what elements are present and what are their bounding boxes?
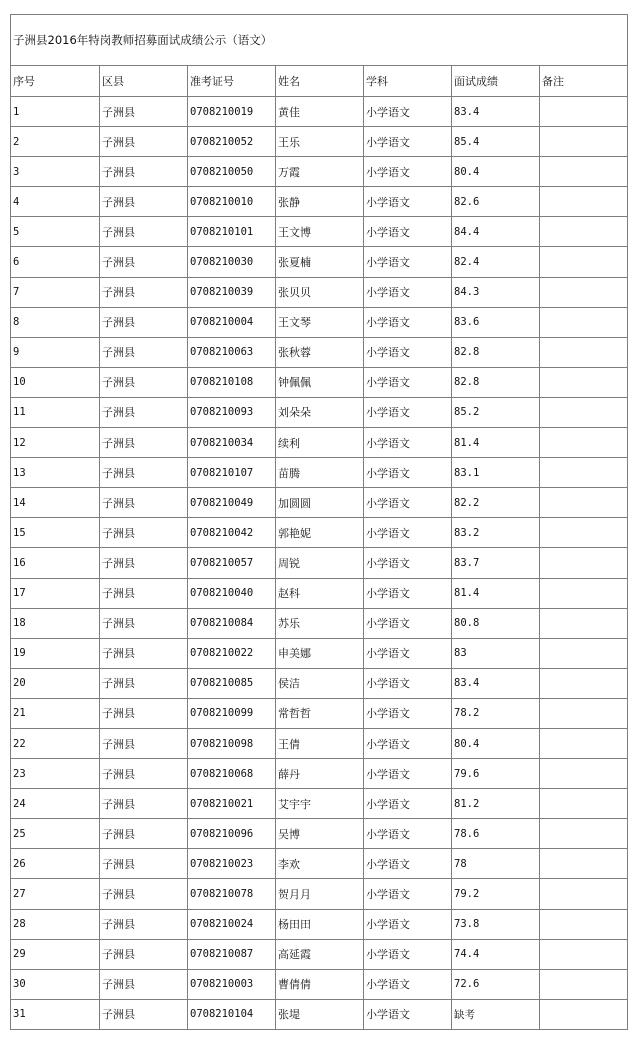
cell-name: 万霞 [276, 157, 364, 187]
table-row [11, 939, 628, 969]
cell-note [540, 849, 628, 879]
cell-subject: 小学语文 [364, 578, 452, 608]
cell-note [540, 488, 628, 518]
cell-county: 子洲县 [100, 969, 188, 999]
cell-seq: 28 [11, 909, 100, 939]
table-row [11, 638, 628, 668]
cell-note [540, 939, 628, 969]
cell-county: 子洲县 [100, 307, 188, 337]
table-row [11, 819, 628, 849]
cell-ticket: 0708210068 [188, 759, 276, 789]
cell-county: 子洲县 [100, 548, 188, 578]
table-row [11, 277, 628, 307]
cell-subject: 小学语文 [364, 819, 452, 849]
table-row [11, 759, 628, 789]
cell-subject: 小学语文 [364, 397, 452, 427]
table-row [11, 909, 628, 939]
cell-note [540, 187, 628, 217]
cell-county: 子洲县 [100, 698, 188, 728]
cell-seq: 27 [11, 879, 100, 909]
cell-score: 84.4 [452, 217, 540, 247]
table-body [11, 97, 628, 1030]
cell-note [540, 428, 628, 458]
cell-seq: 7 [11, 277, 100, 307]
cell-score: 83.1 [452, 458, 540, 488]
header-cell: 姓名 [276, 66, 364, 97]
cell-note [540, 608, 628, 638]
title-row [11, 15, 628, 66]
cell-note [540, 879, 628, 909]
cell-county: 子洲县 [100, 97, 188, 127]
cell-name: 申美娜 [276, 638, 364, 668]
cell-score: 缺考 [452, 999, 540, 1029]
cell-subject: 小学语文 [364, 367, 452, 397]
cell-subject: 小学语文 [364, 759, 452, 789]
cell-ticket: 0708210023 [188, 849, 276, 879]
cell-name: 刘朵朵 [276, 397, 364, 427]
cell-name: 苏乐 [276, 608, 364, 638]
cell-score: 81.4 [452, 428, 540, 458]
cell-county: 子洲县 [100, 939, 188, 969]
table-row [11, 488, 628, 518]
cell-score: 74.4 [452, 939, 540, 969]
cell-note [540, 367, 628, 397]
cell-note [540, 127, 628, 157]
cell-name: 赵科 [276, 578, 364, 608]
cell-score: 73.8 [452, 909, 540, 939]
cell-subject: 小学语文 [364, 608, 452, 638]
cell-county: 子洲县 [100, 277, 188, 307]
table-row [11, 337, 628, 367]
cell-ticket: 0708210087 [188, 939, 276, 969]
cell-county: 子洲县 [100, 518, 188, 548]
cell-note [540, 157, 628, 187]
cell-note [540, 307, 628, 337]
cell-seq: 24 [11, 789, 100, 819]
cell-subject: 小学语文 [364, 307, 452, 337]
cell-seq: 18 [11, 608, 100, 638]
cell-seq: 30 [11, 969, 100, 999]
cell-subject: 小学语文 [364, 548, 452, 578]
cell-ticket: 0708210052 [188, 127, 276, 157]
header-cell: 区县 [100, 66, 188, 97]
cell-note [540, 909, 628, 939]
cell-county: 子洲县 [100, 488, 188, 518]
cell-score: 82.8 [452, 367, 540, 397]
cell-name: 郭艳妮 [276, 518, 364, 548]
cell-ticket: 0708210107 [188, 458, 276, 488]
cell-note [540, 759, 628, 789]
cell-score: 78.6 [452, 819, 540, 849]
cell-seq: 20 [11, 668, 100, 698]
cell-county: 子洲县 [100, 668, 188, 698]
cell-subject: 小学语文 [364, 187, 452, 217]
cell-name: 王倩 [276, 728, 364, 758]
cell-name: 侯洁 [276, 668, 364, 698]
table-row [11, 157, 628, 187]
table-row [11, 698, 628, 728]
cell-county: 子洲县 [100, 247, 188, 277]
cell-seq: 25 [11, 819, 100, 849]
cell-ticket: 0708210099 [188, 698, 276, 728]
cell-county: 子洲县 [100, 578, 188, 608]
table-row [11, 458, 628, 488]
cell-ticket: 0708210096 [188, 819, 276, 849]
cell-seq: 19 [11, 638, 100, 668]
cell-note [540, 698, 628, 728]
cell-ticket: 0708210010 [188, 187, 276, 217]
cell-seq: 2 [11, 127, 100, 157]
cell-seq: 26 [11, 849, 100, 879]
cell-ticket: 0708210084 [188, 608, 276, 638]
cell-subject: 小学语文 [364, 698, 452, 728]
cell-score: 80.4 [452, 157, 540, 187]
cell-name: 钟佩佩 [276, 367, 364, 397]
cell-name: 吴博 [276, 819, 364, 849]
table-row [11, 728, 628, 758]
cell-seq: 13 [11, 458, 100, 488]
header-cell: 面试成绩 [452, 66, 540, 97]
cell-ticket: 0708210093 [188, 397, 276, 427]
cell-ticket: 0708210040 [188, 578, 276, 608]
cell-subject: 小学语文 [364, 909, 452, 939]
cell-note [540, 789, 628, 819]
cell-seq: 17 [11, 578, 100, 608]
cell-score: 83.4 [452, 668, 540, 698]
table-row [11, 97, 628, 127]
cell-seq: 9 [11, 337, 100, 367]
cell-subject: 小学语文 [364, 458, 452, 488]
cell-name: 艾宇宇 [276, 789, 364, 819]
cell-county: 子洲县 [100, 127, 188, 157]
cell-subject: 小学语文 [364, 969, 452, 999]
cell-seq: 14 [11, 488, 100, 518]
cell-note [540, 337, 628, 367]
cell-note [540, 999, 628, 1029]
cell-note [540, 969, 628, 999]
cell-county: 子洲县 [100, 999, 188, 1029]
cell-ticket: 0708210063 [188, 337, 276, 367]
table-row [11, 217, 628, 247]
cell-name: 张堤 [276, 999, 364, 1029]
cell-ticket: 0708210030 [188, 247, 276, 277]
cell-subject: 小学语文 [364, 849, 452, 879]
cell-score: 80.8 [452, 608, 540, 638]
cell-name: 王文博 [276, 217, 364, 247]
cell-name: 苗腾 [276, 458, 364, 488]
cell-score: 72.6 [452, 969, 540, 999]
table-row [11, 969, 628, 999]
cell-name: 张秋蓉 [276, 337, 364, 367]
cell-county: 子洲县 [100, 157, 188, 187]
table-row [11, 428, 628, 458]
header-row [11, 66, 628, 97]
cell-ticket: 0708210039 [188, 277, 276, 307]
table-row [11, 879, 628, 909]
cell-subject: 小学语文 [364, 97, 452, 127]
cell-county: 子洲县 [100, 187, 188, 217]
cell-seq: 29 [11, 939, 100, 969]
cell-note [540, 518, 628, 548]
cell-subject: 小学语文 [364, 789, 452, 819]
table-row [11, 397, 628, 427]
cell-note [540, 277, 628, 307]
cell-name: 高延霞 [276, 939, 364, 969]
cell-county: 子洲县 [100, 217, 188, 247]
cell-name: 张夏楠 [276, 247, 364, 277]
cell-ticket: 0708210019 [188, 97, 276, 127]
cell-ticket: 0708210108 [188, 367, 276, 397]
cell-ticket: 0708210078 [188, 879, 276, 909]
table-row [11, 518, 628, 548]
cell-score: 78 [452, 849, 540, 879]
cell-county: 子洲县 [100, 728, 188, 758]
cell-subject: 小学语文 [364, 217, 452, 247]
cell-name: 常哲哲 [276, 698, 364, 728]
cell-score: 81.2 [452, 789, 540, 819]
cell-county: 子洲县 [100, 879, 188, 909]
cell-name: 续利 [276, 428, 364, 458]
cell-seq: 6 [11, 247, 100, 277]
cell-score: 78.2 [452, 698, 540, 728]
cell-ticket: 0708210050 [188, 157, 276, 187]
table-row [11, 578, 628, 608]
cell-county: 子洲县 [100, 608, 188, 638]
cell-ticket: 0708210022 [188, 638, 276, 668]
cell-county: 子洲县 [100, 337, 188, 367]
cell-score: 83.6 [452, 307, 540, 337]
cell-score: 83.2 [452, 518, 540, 548]
cell-name: 薛丹 [276, 759, 364, 789]
cell-score: 85.2 [452, 397, 540, 427]
cell-subject: 小学语文 [364, 277, 452, 307]
table-row [11, 127, 628, 157]
cell-subject: 小学语文 [364, 999, 452, 1029]
table-row [11, 789, 628, 819]
cell-name: 张静 [276, 187, 364, 217]
cell-subject: 小学语文 [364, 518, 452, 548]
cell-ticket: 0708210085 [188, 668, 276, 698]
cell-name: 周锐 [276, 548, 364, 578]
cell-score: 82.4 [452, 247, 540, 277]
cell-subject: 小学语文 [364, 668, 452, 698]
cell-name: 加圆圆 [276, 488, 364, 518]
table-row [11, 247, 628, 277]
cell-seq: 3 [11, 157, 100, 187]
cell-subject: 小学语文 [364, 488, 452, 518]
cell-score: 83.7 [452, 548, 540, 578]
cell-ticket: 0708210034 [188, 428, 276, 458]
cell-name: 王乐 [276, 127, 364, 157]
header-cell: 学科 [364, 66, 452, 97]
cell-score: 85.4 [452, 127, 540, 157]
cell-ticket: 0708210021 [188, 789, 276, 819]
cell-seq: 31 [11, 999, 100, 1029]
cell-name: 王文琴 [276, 307, 364, 337]
cell-score: 84.3 [452, 277, 540, 307]
cell-note [540, 548, 628, 578]
cell-seq: 21 [11, 698, 100, 728]
cell-county: 子洲县 [100, 428, 188, 458]
cell-subject: 小学语文 [364, 247, 452, 277]
cell-score: 79.2 [452, 879, 540, 909]
cell-ticket: 0708210101 [188, 217, 276, 247]
cell-county: 子洲县 [100, 849, 188, 879]
cell-name: 张贝贝 [276, 277, 364, 307]
table-row [11, 187, 628, 217]
cell-score: 83 [452, 638, 540, 668]
cell-county: 子洲县 [100, 759, 188, 789]
cell-note [540, 668, 628, 698]
cell-score: 83.4 [452, 97, 540, 127]
cell-ticket: 0708210104 [188, 999, 276, 1029]
table-row [11, 548, 628, 578]
cell-note [540, 217, 628, 247]
cell-score: 81.4 [452, 578, 540, 608]
results-table [10, 14, 628, 1030]
cell-note [540, 397, 628, 427]
cell-subject: 小学语文 [364, 127, 452, 157]
cell-subject: 小学语文 [364, 939, 452, 969]
cell-ticket: 0708210003 [188, 969, 276, 999]
cell-county: 子洲县 [100, 638, 188, 668]
cell-county: 子洲县 [100, 789, 188, 819]
header-cell: 备注 [540, 66, 628, 97]
cell-score: 80.4 [452, 728, 540, 758]
cell-note [540, 728, 628, 758]
cell-ticket: 0708210042 [188, 518, 276, 548]
cell-seq: 16 [11, 548, 100, 578]
cell-county: 子洲县 [100, 397, 188, 427]
cell-county: 子洲县 [100, 367, 188, 397]
cell-county: 子洲县 [100, 819, 188, 849]
table-title: 子洲县2016年特岗教师招募面试成绩公示（语文） [11, 15, 628, 66]
header-cell: 准考证号 [188, 66, 276, 97]
cell-subject: 小学语文 [364, 638, 452, 668]
cell-score: 82.6 [452, 187, 540, 217]
cell-score: 79.6 [452, 759, 540, 789]
cell-seq: 10 [11, 367, 100, 397]
cell-name: 黄佳 [276, 97, 364, 127]
table-row [11, 307, 628, 337]
cell-subject: 小学语文 [364, 157, 452, 187]
cell-subject: 小学语文 [364, 337, 452, 367]
cell-county: 子洲县 [100, 458, 188, 488]
cell-ticket: 0708210098 [188, 728, 276, 758]
cell-note [540, 819, 628, 849]
cell-seq: 8 [11, 307, 100, 337]
cell-seq: 11 [11, 397, 100, 427]
cell-score: 82.2 [452, 488, 540, 518]
cell-subject: 小学语文 [364, 728, 452, 758]
cell-name: 李欢 [276, 849, 364, 879]
cell-ticket: 0708210049 [188, 488, 276, 518]
cell-seq: 12 [11, 428, 100, 458]
header-cell: 序号 [11, 66, 100, 97]
cell-note [540, 458, 628, 488]
table-row [11, 608, 628, 638]
cell-seq: 22 [11, 728, 100, 758]
table-row [11, 367, 628, 397]
cell-seq: 23 [11, 759, 100, 789]
results-sheet [10, 14, 627, 1030]
cell-score: 82.8 [452, 337, 540, 367]
cell-seq: 15 [11, 518, 100, 548]
cell-note [540, 638, 628, 668]
cell-ticket: 0708210024 [188, 909, 276, 939]
cell-county: 子洲县 [100, 909, 188, 939]
table-row [11, 999, 628, 1029]
cell-note [540, 578, 628, 608]
cell-note [540, 97, 628, 127]
cell-name: 杨田田 [276, 909, 364, 939]
cell-ticket: 0708210057 [188, 548, 276, 578]
table-row [11, 668, 628, 698]
cell-name: 曹倩倩 [276, 969, 364, 999]
cell-subject: 小学语文 [364, 428, 452, 458]
cell-seq: 5 [11, 217, 100, 247]
cell-note [540, 247, 628, 277]
table-row [11, 849, 628, 879]
cell-seq: 1 [11, 97, 100, 127]
cell-ticket: 0708210004 [188, 307, 276, 337]
cell-subject: 小学语文 [364, 879, 452, 909]
cell-name: 贺月月 [276, 879, 364, 909]
cell-seq: 4 [11, 187, 100, 217]
